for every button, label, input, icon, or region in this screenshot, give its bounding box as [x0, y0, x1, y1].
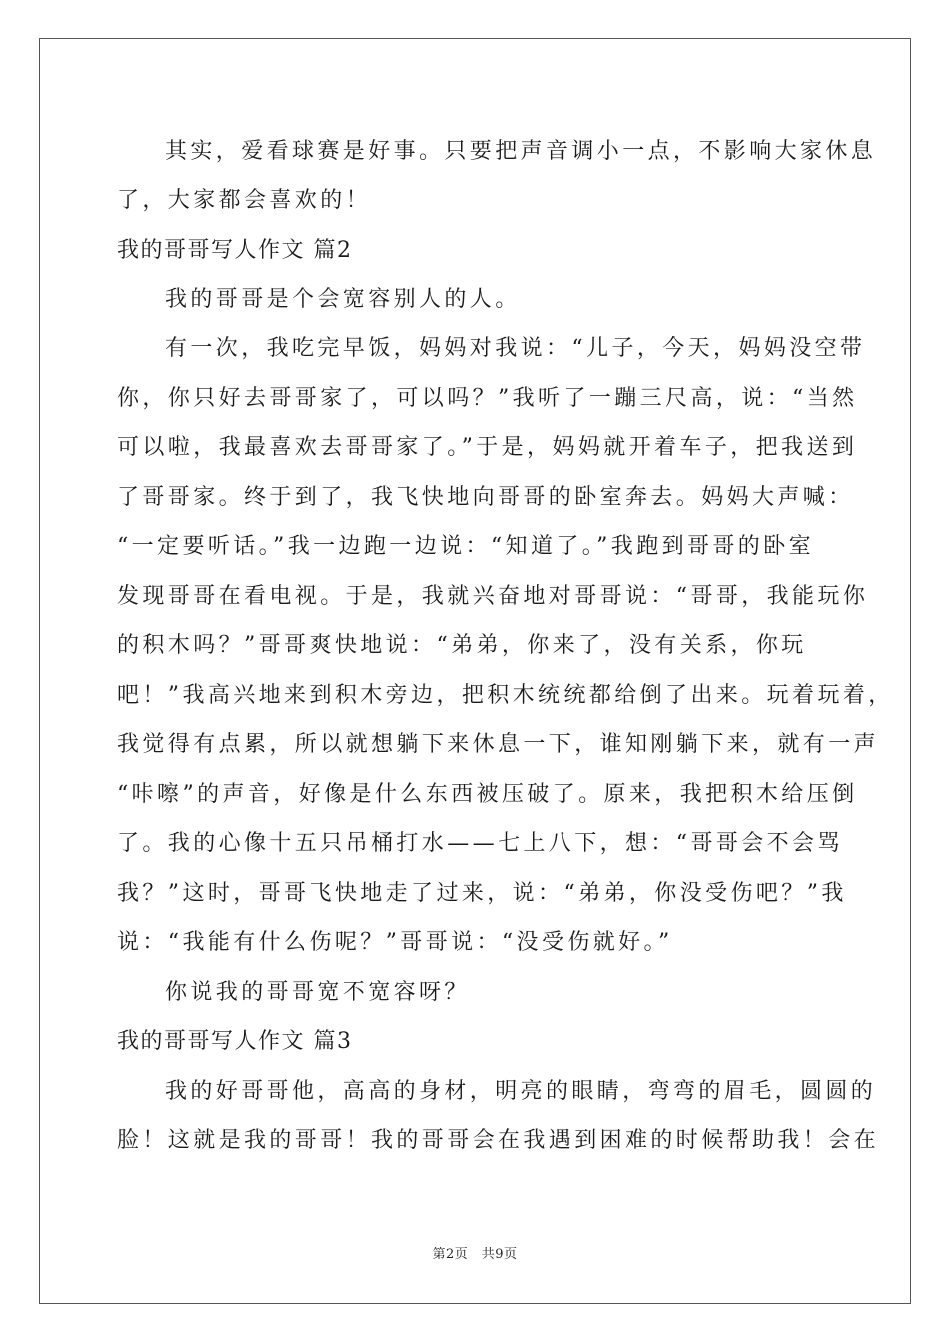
- paragraph-line: 你说我的哥哥宽不宽容呀？: [165, 980, 470, 1005]
- paragraph-line: 脸！这就是我的哥哥！我的哥哥会在我遇到困难的时候帮助我！会在: [117, 1128, 880, 1153]
- paragraph-line: “咔嚓”的声音，好像是什么东西被压破了。原来，我把积木给压倒: [117, 782, 858, 807]
- paragraph-line: 我的哥哥是个会宽容别人的人。: [165, 287, 521, 312]
- page-frame: [39, 38, 911, 1304]
- paragraph-line: 的积木吗？”哥哥爽快地说：“弟弟，你来了，没有关系，你玩: [117, 633, 807, 658]
- paragraph-line: 可以啦，我最喜欢去哥哥家了。”于是，妈妈就开着车子，把我送到: [117, 435, 858, 460]
- paragraph-line: 你，你只好去哥哥家了，可以吗？”我听了一蹦三尺高，说：“当然: [117, 386, 858, 411]
- paragraph-line: 有一次，我吃完早饭，妈妈对我说：“儿子，今天，妈妈没空带: [165, 336, 866, 361]
- paragraph-line: 我的好哥哥他，高高的身材，明亮的眼睛，弯弯的眉毛，圆圆的: [165, 1079, 877, 1104]
- paragraph-line: 吧！”我高兴地来到积木旁边，把积木统统都给倒了出来。玩着玩着，: [117, 683, 894, 708]
- page-number: 第2页 共9页: [432, 1247, 518, 1262]
- paragraph-line: 发现哥哥在看电视。于是，我就兴奋地对哥哥说：“哥哥，我能玩你: [117, 584, 869, 609]
- section-heading: 我的哥哥写人作文 篇2: [117, 238, 353, 263]
- paragraph-line: 我觉得有点累，所以就想躺下来休息一下，谁知刚躺下来，就有一声: [117, 732, 880, 757]
- paragraph-line: 了哥哥家。终于到了，我飞快地向哥哥的卧室奔去。妈妈大声喊：: [117, 485, 854, 510]
- paragraph-line: 了。我的心像十五只吊桶打水——七上八下，想：“哥哥会不会骂: [117, 831, 843, 856]
- paragraph-line: 了，大家都会喜欢的！: [117, 188, 372, 213]
- paragraph-line: 说：“我能有什么伤呢？”哥哥说：“没受伤就好。”: [117, 930, 673, 955]
- paragraph-line: 其实，爱看球赛是好事。只要把声音调小一点，不影响大家休息: [165, 139, 877, 164]
- paragraph-line: 我？”这时，哥哥飞快地走了过来，说：“弟弟，你没受伤吧？”我: [117, 881, 847, 906]
- paragraph-line: “一定要听话。”我一边跑一边说：“知道了。”我跑到哥哥的卧室: [117, 534, 814, 559]
- section-heading: 我的哥哥写人作文 篇3: [117, 1029, 353, 1054]
